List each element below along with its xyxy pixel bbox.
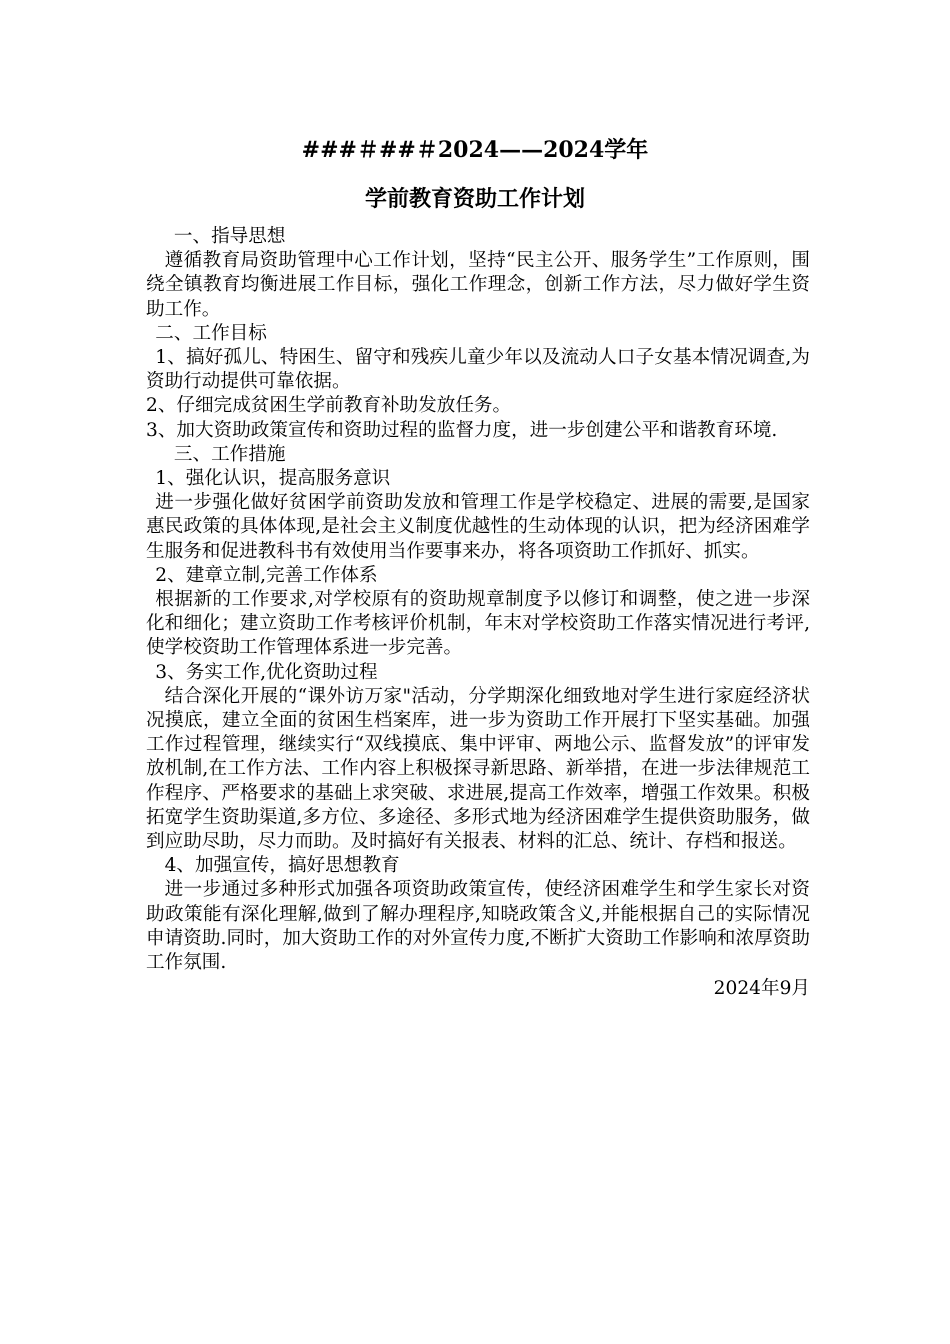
document-date: 2024年9月 xyxy=(713,978,810,1000)
measure-3-paragraph: 结合深化开展的“课外访万家"活动，分学期深化细致地对学生进行家庭经济状况摸底，建立全面的贫困生档案库，进一步为资助工作开展打下坚实基础。加强工作过程管理，继续实行“双线摸底、集中评审、两地公示、监督发放”的评审发放机制,在工作方法、工作内容上积极探寻新思路、新举措，在进一步法律规范工作程序、严格要求的基础上求突破、求进展,提高工作效率，增强工作效果。积极拓宽学生资助渠道,多方位、多途径、多形式地为经济困难学生提供资助服务，做到应助尽助，尽力而助。及时搞好有关报表、材料的汇总、统计、存档和报送。 xyxy=(146,685,810,853)
measure-4-paragraph: 进一步通过多种形式加强各项资助政策宣传，使经济困难学生和学生家长对资助政策能有深化理解,做到了解办理程序,知晓政策含义,并能根据自己的实际情况申请资助.同时，加大资助工作的对外宣传力度,不断扩大资助工作影响和浓厚资助工作氛围. xyxy=(146,879,810,974)
section-heading-work-goals: 二、工作目标 xyxy=(155,322,267,344)
document-title: 学前教育资助工作计划 xyxy=(364,186,585,212)
goal-item-1: 1、搞好孤儿、特困生、留守和残疾儿童少年以及流动人口子女基本情况调查,为资助行动提供可靠依据。 xyxy=(146,347,810,393)
measure-1-paragraph: 进一步强化做好贫困学前资助发放和管理工作是学校稳定、进展的需要,是国家惠民政策的具体体现,是社会主义制度优越性的生动体现的认识，把为经济困难学生服务和促进教科书有效使用当作要事来办，将各项资助工作抓好、抓实。 xyxy=(146,492,810,562)
section-heading-guiding-thought: 一、指导思想 xyxy=(173,226,286,247)
section-heading-work-measures: 三、工作措施 xyxy=(173,443,286,465)
paragraph-guiding-thought: 遵循教育局资助管理中心工作计划，坚持“民主公开、服务学生”工作原则，围绕全镇教育均衡进展工作目标，强化工作理念，创新工作方法，尽力做好学生资助工作。 xyxy=(146,250,810,320)
goal-item-2: 2、仔细完成贫困生学前教育补助发放任务。 xyxy=(146,395,512,417)
measure-2-heading: 2、建章立制,完善工作体系 xyxy=(155,564,378,586)
measure-2-paragraph: 根据新的工作要求,对学校原有的资助规章制度予以修订和调整，使之进一步深化和细化；建立资助工作考核评价机制，年末对学校资助工作落实情况进行考评,使学校资助工作管理体系进一步完善。 xyxy=(146,589,810,659)
document-body xyxy=(146,225,810,1002)
goal-item-3: 3、加大资助政策宣传和资助过程的监督力度，进一步创建公平和谐教育环境. xyxy=(146,419,778,441)
measure-3-heading: 3、务实工作,优化资助过程 xyxy=(155,661,378,683)
document-title-year: ###＃##＃2024——2024学年 xyxy=(301,137,649,163)
measure-1-heading: 1、强化认识，提高服务意识 xyxy=(155,468,391,490)
measure-4-heading: 4、加强宣传，搞好思想教育 xyxy=(164,855,400,877)
